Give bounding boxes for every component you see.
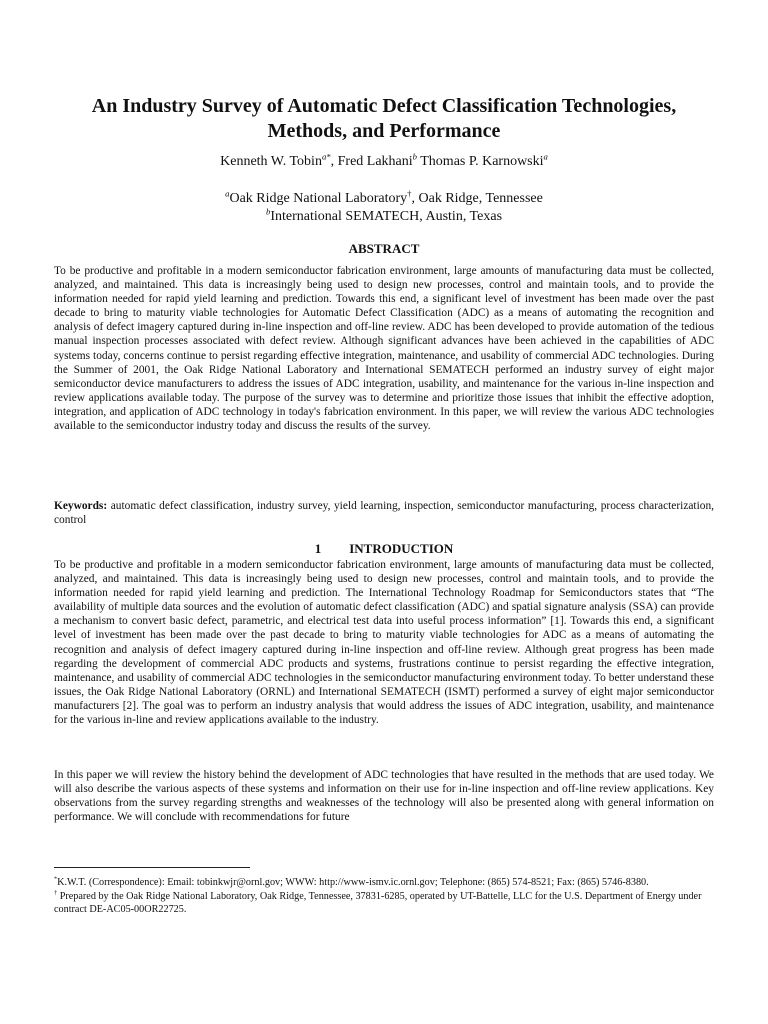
title-line-1: An Industry Survey of Automatic Defect Classification Technologies, bbox=[91, 95, 677, 117]
affiliation bbox=[40, 190, 728, 208]
affiliation-list bbox=[40, 190, 728, 226]
footnote bbox=[54, 876, 714, 889]
author-mark: a* bbox=[321, 151, 331, 162]
author-name: Fred Lakhani bbox=[337, 154, 413, 169]
intro-paragraph-2: In this paper we will review the history behind the development of ADC technologies that have resulted in the methods that are used today. We will also describe the various aspects of these systems and information on their use for in-line inspection and off-line review applications. Key observations from the survey regarding strengths and weaknesses of the technology will also be presented along with general information on performance. We will conclude with recommendations for future bbox=[54, 769, 714, 824]
footnote bbox=[54, 890, 714, 916]
paper-title bbox=[40, 94, 728, 144]
abstract-text: To be productive and profitable in a modern semiconductor fabrication environment, large amounts of manufacturing data must be collected, analyzed, and maintained. This data is increasingly being used to design new processes, control and maintain tools, and to provide the information needed for rapid yield learning and prediction. Towards this end, a significant level of investment has been made over the past decade to bring to maturity viable technologies for Automatic Defect Classification (ADC) as a means of automating the recognition and analysis of defect imagery captured during in-line inspection and off-line review. ADC has been developed to provide automation of the tedious manual inspection processes associated with defect review. Although significant advances have been achieved in the capabilities of ADC systems today, concerns continue to persist regarding effective integration, maintenance, and usability of commercial ADC technologies. During the Summer of 2001, the Oak Ridge National Laboratory and International SEMATECH performed an industry survey of eight major semiconductor device manufacturers to address the issues of ADC integration, usability, and maintenance for the various in-line inspection and review applications available today. The purpose of the survey was to determine and prioritize those issues that inhibit the effective adoption, integration, and application of ADC technology in today's fabrication environment. In this paper, we will review the various ADC technologies available to the semiconductor industry today and discuss the results of the survey. bbox=[54, 265, 714, 433]
footnote-rule bbox=[54, 867, 250, 868]
affiliation-text: Oak Ridge National Laboratory bbox=[229, 191, 408, 206]
footnotes bbox=[54, 876, 714, 917]
footnote-mark: * bbox=[54, 875, 58, 883]
author-name: Kenneth W. Tobin bbox=[220, 154, 322, 169]
keywords-label: Keywords: bbox=[54, 500, 108, 512]
title-line-2: Methods, and Performance bbox=[267, 120, 501, 142]
affiliation-text: International SEMATECH, Austin, Texas bbox=[270, 209, 503, 224]
affiliation-suffix: , Oak Ridge, Tennessee bbox=[411, 191, 543, 206]
affiliation-mark: a bbox=[225, 188, 230, 199]
section-title: INTRODUCTION bbox=[349, 541, 454, 556]
affiliation-mark: b bbox=[265, 206, 271, 217]
section-number: 1 bbox=[314, 541, 322, 556]
keywords-text: automatic defect classification, industry survey, yield learning, inspection, semiconductor manufacturing, process characterization, control bbox=[54, 500, 714, 527]
footnote-text: Prepared by the Oak Ridge National Laboratory, Oak Ridge, Tennessee, 37831-6285, operated by UT-Battelle, LLC for the U.S. Department of Energy under contract DE-AC05-00OR22725. bbox=[54, 891, 702, 915]
footnote-text: K.W.T. (Correspondence): Email: tobinkwjr@ornl.gov; WWW: http://www-ismv.ic.ornl.gov; Telephone: (865) 574-8521; Fax: (865) 5746-8380. bbox=[57, 877, 649, 888]
author-mark: b bbox=[412, 151, 417, 162]
footnote-mark: † bbox=[54, 889, 58, 897]
author-list: Kenneth W. Tobin$^{a*}$, Fred Lakhani$^b$ Thomas P. Karnowski$^a$ bbox=[220, 151, 548, 169]
keywords bbox=[54, 499, 714, 527]
section-heading bbox=[40, 541, 728, 557]
abstract-heading: ABSTRACT bbox=[348, 241, 420, 256]
author-name: Thomas P. Karnowski bbox=[420, 154, 544, 169]
intro-paragraph-1: To be productive and profitable in a modern semiconductor fabrication environment, large amounts of manufacturing data must be collected, analyzed, and maintained. This data is increasingly being used to design new processes, control and maintain tools, and to provide the information needed for rapid yield learning and prediction. The International Technology Roadmap for Semiconductors states that “The availability of multiple data sources and the evolution of automatic defect classification (ADC) and spatial signature analysis (SSA) can provide a mechanism to convert basic defect, parametric, and electrical test data into useful process information” [1]. Towards this end, a significant level of investment has been made over the past decade to bring to maturity viable technologies for ADC as a means of automating the recognition and analysis of defect imagery captured during in-line inspection and off-line review. Although great progress has been made regarding the development of commercial ADC products and systems, frustrations continue to persist regarding the effective integration, maintenance, and usability of commercial ADC technologies in the semiconductor manufacturing environment today. To better understand these issues, the Oak Ridge National Laboratory (ORNL) and International SEMATECH (ISMT) performed a survey of eight major semiconductor manufacturers [2]. The goal was to perform an industry analysis that would address the issues of ADC integration, usability, and maintenance for the various in-line and review applications available to the industry. bbox=[54, 559, 714, 727]
author-mark: a bbox=[543, 151, 548, 162]
affiliation bbox=[40, 208, 728, 226]
dagger-mark: † bbox=[407, 188, 412, 199]
